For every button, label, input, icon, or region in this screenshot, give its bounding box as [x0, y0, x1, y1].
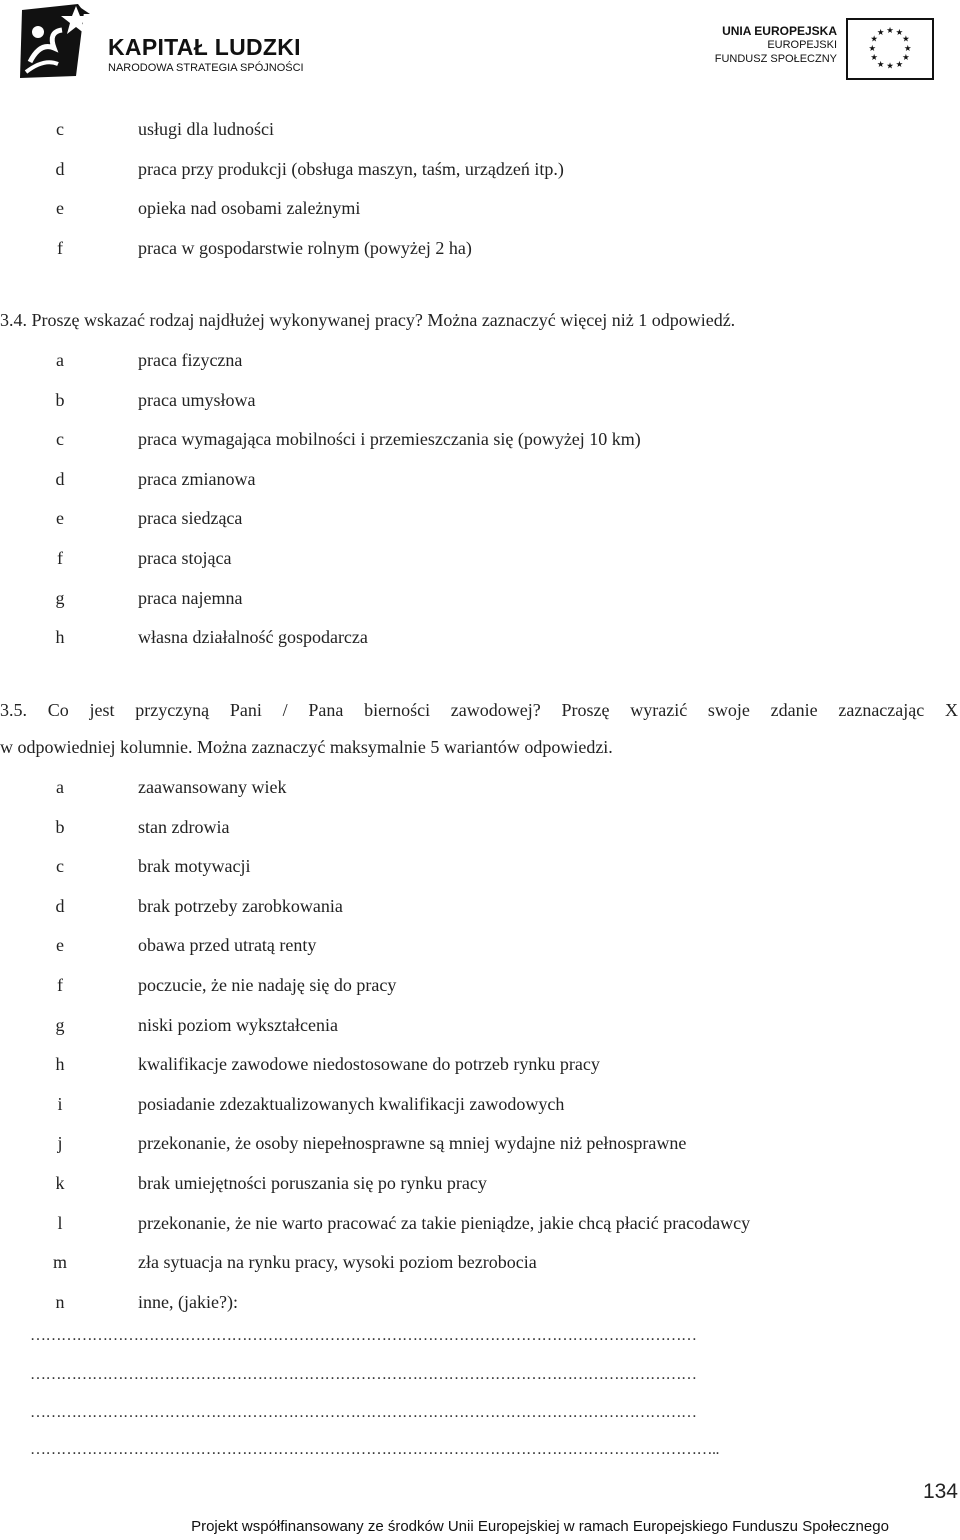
svg-text:★: ★ — [904, 42, 912, 53]
q34-option-letter[interactable]: b — [55, 389, 65, 410]
top-list-option-text: praca w gospodarstwie rolnym (powyżej 2 ha) — [138, 237, 472, 258]
q35-option-letter[interactable]: e — [56, 935, 64, 956]
q35-option-text: przekonanie, że nie warto pracować za takie pieniądze, jakie chcą płacić pracodawcy — [138, 1212, 751, 1233]
eu-logo — [708, 18, 940, 82]
q35-option-text: przekonanie, że osoby niepełnosprawne są mniej wydajne niż pełnosprawne — [138, 1133, 687, 1154]
svg-text:★: ★ — [870, 52, 878, 63]
top-list-option-letter[interactable]: c — [56, 119, 64, 139]
svg-text:★: ★ — [902, 52, 910, 63]
q35-option-letter[interactable]: a — [56, 777, 64, 797]
top-list-option-letter[interactable]: e — [56, 198, 64, 218]
question-3-5-line-2: w odpowiedniej kolumnie. Można zaznaczyć maksymalnie 5 wariantów odpowiedzi. — [0, 737, 613, 757]
logo-subtitle: NARODOWA STRATEGIA SPÓJNOŚCI — [108, 62, 304, 74]
answer-line-2[interactable]: ………………………………………………………………………………………………………………… — [30, 1366, 697, 1383]
top-list-option-text: praca przy produkcji (obsługa maszyn, taśm, urządzeń itp.) — [138, 158, 564, 179]
q34-option-text: praca wymagająca mobilności i przemieszczania się (powyżej 10 km) — [138, 429, 641, 450]
q34-option-letter[interactable]: c — [56, 429, 64, 450]
svg-text:★: ★ — [895, 26, 904, 37]
q35-option-letter[interactable]: c — [56, 856, 64, 877]
q34-option-text: praca stojąca — [138, 548, 232, 568]
top-list-option-text: usługi dla ludności — [138, 119, 274, 139]
q34-option-letter[interactable]: h — [55, 627, 65, 648]
q35-option-text: posiadanie zdezaktualizowanych kwalifikacji zawodowych — [138, 1093, 565, 1114]
q35-option-letter[interactable]: g — [55, 1014, 65, 1035]
svg-text:★: ★ — [876, 26, 885, 37]
eu-line-2: EUROPEJSKI — [767, 39, 837, 51]
q35-option-letter[interactable]: i — [57, 1093, 63, 1114]
q34-option-text: praca umysłowa — [138, 389, 256, 410]
q34-option-letter[interactable]: a — [56, 350, 64, 370]
q35-option-text: stan zdrowia — [138, 816, 230, 837]
q35-option-letter[interactable]: j — [57, 1133, 63, 1154]
eu-line-3: FUNDUSZ SPOŁECZNY — [714, 53, 837, 65]
q35-option-letter[interactable]: d — [55, 895, 65, 916]
q35-option-letter[interactable]: f — [57, 975, 63, 995]
kapital-ludzki-emblem-icon — [18, 2, 100, 80]
svg-text:★: ★ — [870, 33, 878, 44]
answer-line-4[interactable]: …………………………………………………………………………………………………………………….. — [30, 1441, 719, 1458]
page-number: 134 — [922, 1480, 958, 1503]
q35-option-text: obawa przed utratą renty — [138, 935, 317, 956]
q34-option-text: praca najemna — [138, 587, 243, 608]
top-list-option-letter[interactable]: f — [57, 237, 63, 258]
logo-title: KAPITAŁ LUDZKI — [108, 34, 301, 60]
q34-option-text: praca siedząca — [138, 508, 243, 529]
q35-option-letter[interactable]: l — [57, 1212, 63, 1233]
q35-option-letter[interactable]: b — [55, 816, 65, 837]
q35-option-letter[interactable]: k — [55, 1173, 65, 1193]
svg-text:★: ★ — [902, 33, 910, 44]
kapital-ludzki-logo — [18, 2, 318, 82]
q35-option-text: zła sytuacja na rynku pracy, wysoki poziom bezrobocia — [138, 1252, 537, 1273]
question-3-4: 3.4. Proszę wskazać rodzaj najdłużej wykonywanej pracy? Można zaznaczyć więcej niż 1 odpowiedź. — [0, 310, 736, 330]
q35-option-text: inne, (jakie?): — [138, 1291, 238, 1312]
q35-option-text: brak motywacji — [138, 856, 251, 877]
q34-option-letter[interactable]: f — [57, 548, 63, 568]
q35-option-text: zaawansowany wiek — [138, 777, 287, 797]
answer-line-1[interactable]: ………………………………………………………………………………………………………………… — [30, 1327, 697, 1344]
page-footer: Projekt współfinansowany ze środków Unii Europejskiej w ramach Europejskiego Funduszu Społecznego — [191, 1518, 889, 1535]
q35-option-text: poczucie, że nie nadaję się do pracy — [138, 975, 397, 995]
q35-option-text: niski poziom wykształcenia — [138, 1014, 338, 1035]
q34-option-text: własna działalność gospodarcza — [138, 627, 368, 648]
q35-option-letter[interactable]: h — [55, 1054, 65, 1075]
q34-option-letter[interactable]: d — [55, 468, 65, 489]
top-list-option-letter[interactable]: d — [55, 158, 65, 179]
eu-line-1: UNIA EUROPEJSKA — [722, 24, 837, 38]
svg-text:★: ★ — [895, 58, 904, 69]
answer-line-3[interactable]: ………………………………………………………………………………………………………………… — [30, 1404, 697, 1421]
eu-text — [715, 24, 837, 66]
q35-option-text: kwalifikacje zawodowe niedostosowane do potrzeb rynku pracy — [138, 1054, 600, 1075]
q34-option-letter[interactable]: e — [56, 508, 64, 529]
svg-text:★: ★ — [886, 25, 894, 36]
q34-option-text: praca fizyczna — [138, 350, 243, 370]
svg-text:★: ★ — [876, 58, 885, 69]
svg-text:★: ★ — [886, 60, 894, 71]
q35-option-text: brak potrzeby zarobkowania — [138, 895, 343, 916]
q35-option-text: brak umiejętności poruszania się po rynku pracy — [138, 1173, 487, 1193]
top-list-option-text: opieka nad osobami zależnymi — [138, 198, 361, 218]
q35-option-letter[interactable]: m — [52, 1252, 67, 1273]
svg-text:★: ★ — [868, 42, 876, 53]
q34-option-letter[interactable]: g — [55, 587, 65, 608]
eu-flag-icon — [846, 18, 934, 80]
q35-option-letter[interactable]: n — [55, 1291, 65, 1312]
q34-option-text: praca zmianowa — [138, 468, 256, 489]
question-3-5-line-1: 3.5. Co jest przyczyną Pani / Pana bierności zawodowej? Proszę wyrazić swoje zdanie zaznaczając X — [0, 700, 958, 720]
